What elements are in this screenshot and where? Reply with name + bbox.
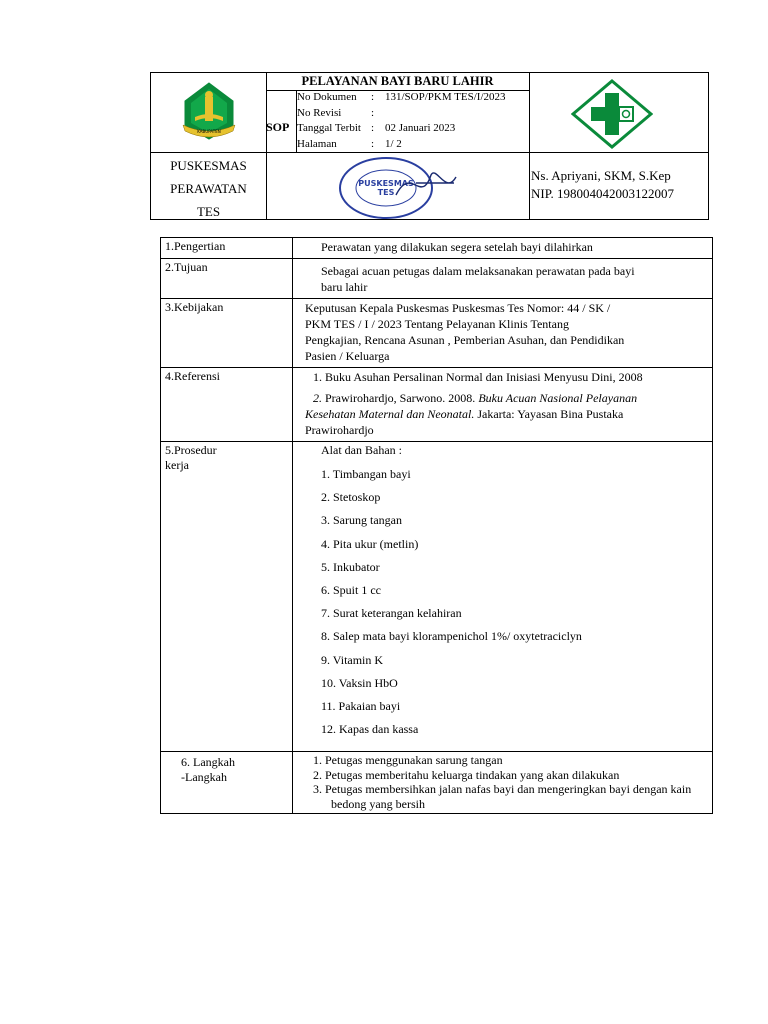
row-prosedur <box>161 442 713 752</box>
meta-colon: : <box>371 122 375 134</box>
reference-number: 2. <box>313 391 322 405</box>
sop-header <box>150 72 709 220</box>
list-item: 11. Pakaian bayi <box>321 699 401 714</box>
kebijakan-line: Keputusan Kepala Puskesmas Puskesmas Tes Nomor: 44 / SK / <box>305 301 611 315</box>
tujuan-line: baru lahir <box>321 280 368 294</box>
row-label: 2.Tujuan <box>161 259 293 299</box>
row-langkah <box>161 752 713 814</box>
equipment-list <box>321 463 708 741</box>
meta-key: No Dokumen <box>297 91 357 103</box>
row-content: Perawatan yang dilakukan segera setelah bayi dilahirkan <box>293 238 713 259</box>
meta-value: 1/ 2 <box>385 137 402 150</box>
document-meta <box>297 90 529 152</box>
reference-publisher-line: Prawirohardjo <box>305 423 374 437</box>
reference-title: Kesehatan Maternal dan Neonatal. <box>305 407 475 421</box>
district-emblem-logo <box>181 81 237 143</box>
institution-name <box>151 152 266 221</box>
meta-row-halaman <box>297 137 529 153</box>
reference-2-cont <box>305 406 708 422</box>
list-item: 4. Pita ukur (metlin) <box>321 536 419 551</box>
procedure-heading: Alat dan Bahan : <box>321 443 402 457</box>
row-label-line: kerja <box>165 458 189 472</box>
stamp-center-text-2: TES <box>377 188 395 197</box>
reference-2 <box>305 390 708 406</box>
meta-key: Tanggal Terbit <box>297 122 361 134</box>
row-label-line: 6. Langkah <box>181 755 235 770</box>
list-item: 10. Vaksin HbO <box>321 675 398 690</box>
list-item: 12. Kapas dan kassa <box>321 722 419 737</box>
reference-title: Buku Acuan Nasional Pelayanan <box>478 391 638 405</box>
kebijakan-line: Pasien / Keluarga <box>305 349 390 363</box>
list-item: 7. Surat keterangan kelahiran <box>321 606 462 621</box>
meta-colon: : <box>371 91 375 103</box>
kebijakan-line: Pengkajian, Rencana Asunan , Pemberian Asuhan, dan Pendidikan <box>305 333 625 347</box>
meta-row-no-dokumen <box>297 90 529 106</box>
list-item: 2. Stetoskop <box>321 490 381 505</box>
emblem-ribbon-text: KABUPATEN <box>197 129 221 134</box>
row-pengertian <box>161 238 713 259</box>
reference-1: 1. Buku Asuhan Persalinan Normal dan Inisiasi Menyusu Dini, 2008 <box>313 370 643 384</box>
row-content <box>293 368 713 442</box>
row-referensi <box>161 368 713 442</box>
meta-colon: : <box>371 137 375 150</box>
row-label <box>161 752 293 814</box>
row-content <box>293 442 713 752</box>
divider <box>266 73 267 219</box>
institution-line: PUSKESMAS <box>170 158 247 173</box>
tujuan-line: Sebagai acuan petugas dalam melaksanakan perawatan pada bayi <box>321 264 635 278</box>
list-item: 2. Petugas memberitahu keluarga tindakan yang akan dilakukan <box>313 767 620 782</box>
row-kebijakan <box>161 299 713 368</box>
list-item: 3. Petugas membersihkan jalan nafas bayi dan mengeringkan bayi dengan kain bedong yang bersih <box>313 782 692 811</box>
meta-row-tanggal-terbit <box>297 121 529 137</box>
row-content <box>293 259 713 299</box>
meta-value: 131/SOP/PKM TES/I/2023 <box>385 91 506 103</box>
row-label-line: -Langkah <box>181 770 227 785</box>
meta-key: Halaman <box>297 137 337 150</box>
reference-publisher: Jakarta: Yayasan Bina Pustaka <box>474 407 624 421</box>
list-item: 6. Spuit 1 cc <box>321 583 381 598</box>
official-stamp <box>336 155 466 221</box>
row-content <box>293 752 713 814</box>
sop-label: SOP <box>266 120 290 134</box>
signatory-block <box>529 152 710 221</box>
row-label: 4.Referensi <box>161 368 293 442</box>
list-item: 8. Salep mata bayi klorampenichol 1%/ oxytetraciclyn <box>321 629 582 644</box>
institution-line: TES <box>196 204 221 219</box>
list-item: 1. Petugas menggunakan sarung tangan <box>313 753 503 768</box>
signatory-nip: NIP. 198004042003122007 <box>531 186 675 201</box>
meta-colon: : <box>371 106 375 119</box>
list-item: 3. Sarung tangan <box>321 513 402 528</box>
row-tujuan <box>161 259 713 299</box>
row-label-line: 5.Prosedur <box>165 443 217 457</box>
list-item: 5. Inkubator <box>321 559 380 574</box>
reference-author: Prawirohardjo, Sarwono. 2008. <box>322 391 479 405</box>
signatory-name: Ns. Apriyani, SKM, S.Kep <box>531 168 671 183</box>
meta-value: 02 Januari 2023 <box>385 122 456 134</box>
meta-row-no-revisi <box>297 106 529 122</box>
steps-list <box>313 753 708 811</box>
document-title: PELAYANAN BAYI BARU LAHIR <box>266 73 529 91</box>
sop-content-table <box>160 237 713 814</box>
puskesmas-logo <box>571 79 653 149</box>
list-item: 9. Vitamin K <box>321 652 384 667</box>
list-item: 1. Timbangan bayi <box>321 467 411 481</box>
meta-key: No Revisi <box>297 106 342 119</box>
kebijakan-line: PKM TES / I / 2023 Tentang Pelayanan Klinis Tentang <box>305 317 569 331</box>
row-label: 3.Kebijakan <box>161 299 293 368</box>
institution-line: PERAWATAN <box>170 181 247 196</box>
stamp-center-text: PUSKESMAS <box>358 179 414 188</box>
row-content <box>293 299 713 368</box>
row-label <box>161 442 293 752</box>
row-label: 1.Pengertian <box>161 238 293 259</box>
